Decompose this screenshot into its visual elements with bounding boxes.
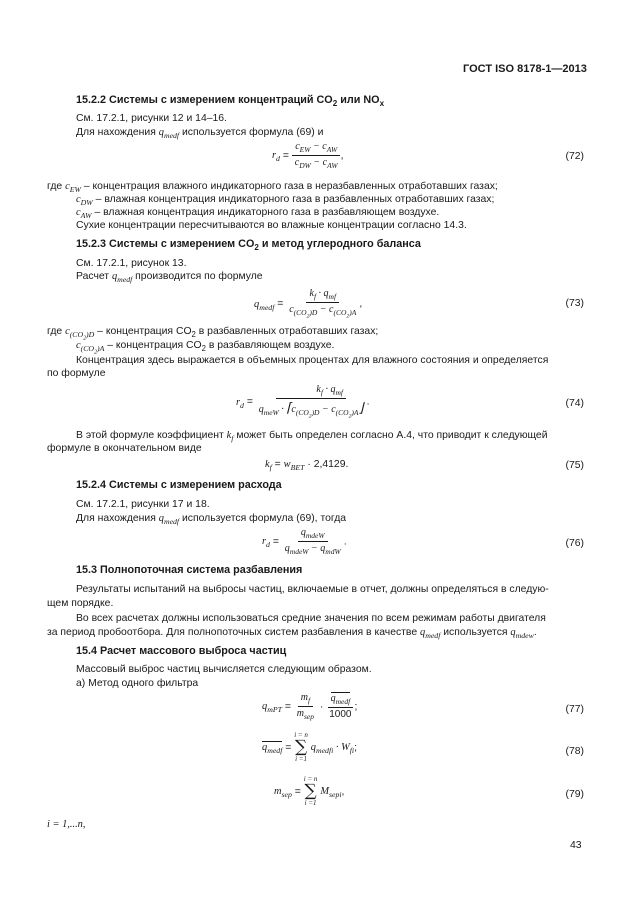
concentration-text-2: по формуле	[47, 368, 106, 379]
dry-conc-note: Сухие концентрации пересчитываются во влажные концентрации согласно 14.3.	[76, 220, 467, 231]
equation-number-75: (75)	[565, 460, 584, 471]
see-reference: См. 17.2.1, рисунок 13.	[76, 258, 187, 269]
page-number: 43	[570, 840, 582, 851]
definition-cco2d: где $c_{(CO_2)D}$ – концентрация $CO_2$ в разбавленных отработавших газах;	[47, 326, 379, 342]
see-reference: См. 17.2.1, рисунки 17 и 18.	[76, 499, 210, 510]
definition-cdw: $c_{DW}$ – влажная концентрация индикаторного газа в разбавленных отработавших газах;	[76, 194, 495, 208]
calc-text: Расчет $q_{medf}$ производится по формуле	[76, 271, 263, 285]
intro-text: Для нахождения $q_{medf}$ используется формула (69) и	[76, 127, 324, 141]
mass-emission-text: Массовый выброс частиц вычисляется следующим образом.	[76, 664, 372, 675]
results-text-2: щем порядке.	[47, 598, 114, 609]
equation-77: $q_{mPT}$ = $\frac{m_f}{m_{sep}}$ · $\frac{q_{medf}}{1000}$ ;	[262, 692, 358, 721]
equation-75: $k_f = w_{BET} \cdot 2,4129$.	[265, 459, 349, 473]
section-15-2-3-title: 15.2.3 Системы с измерением $CO_2$ и метод углеродного баланса	[76, 238, 421, 253]
intro-text: Для нахождения $q_{medf}$ используется формула (69), тогда	[76, 513, 347, 527]
equation-number-72: (72)	[565, 151, 584, 162]
equation-number-73: (73)	[565, 298, 584, 309]
results-text: Результаты испытаний на выбросы частиц, включаемые в отчет, должны определяться в следую-	[76, 584, 549, 595]
equation-74: $r_d$ = $\frac{k_f \cdot q_{mf}}{q_{meW} \cdot ⌈c_{(CO_2)D} - c_{(CO_2)A}⌋}$ .	[236, 384, 370, 420]
equation-79: $m_{sep}$ = i = n ∑ i =1 $M_{sepi}$,	[274, 775, 345, 807]
concentration-text: Концентрация здесь выражается в объемных процентах для влажного состояния и определяется	[76, 355, 549, 366]
index-range: i = 1,...n,	[47, 819, 86, 830]
equation-number-76: (76)	[565, 538, 584, 549]
equation-number-78: (78)	[565, 746, 584, 757]
definition-cew: где $c_{EW}$ – концентрация влажного индикаторного газа в неразбавленных отработавших газах;	[47, 181, 498, 195]
definition-caw: $c_{AW}$ – влажная концентрация индикаторного газа в разбавляющем воздухе.	[76, 207, 440, 221]
calc-note: Во всех расчетах должны использоваться средние значения по всем режимам работы двигателя	[76, 613, 546, 624]
equation-73: $q_{medf}$ = $\frac{k_f \cdot q_{mf}}{c_{(CO_2)D} - c_{(CO_2)A}}$ ,	[254, 288, 363, 320]
see-reference: См. 17.2.1, рисунки 12 и 14–16.	[76, 113, 227, 124]
equation-76: $r_d$ = $\frac{q_{mdeW}}{q_{mdeW} - q_{mdW}}$ .	[262, 527, 347, 556]
equation-72: $r_d$ = $\frac{c_{EW} - c_{AW}}{c_{DW} - c_{AW}}$ ,	[272, 141, 344, 170]
equation-number-77: (77)	[565, 704, 584, 715]
section-15-2-4-title: 15.2.4 Системы с измерением расхода	[76, 479, 282, 491]
equation-78: $q_{medf}$ = i = n ∑ i =1 $q_{medfi} \cdot W_{fi}$;	[262, 731, 357, 763]
equation-number-79: (79)	[565, 789, 584, 800]
section-15-2-2-title: 15.2.2 Системы с измерением концентраций $CO_2$ или $NO_x$	[76, 94, 385, 109]
kf-text: В этой формуле коэффициент $k_f$ может быть определен согласно А.4, что приводит к следующей	[76, 430, 548, 444]
section-15-3-title: 15.3 Полнопоточная система разбавления	[76, 564, 303, 576]
calc-note-2: за период пробоотбора. Для полнопоточных систем разбавления в качестве $q_{medf}$ используется $q_{mdew}$.	[47, 627, 537, 641]
document-code: ГОСТ ISO 8178-1—2013	[463, 63, 587, 75]
definition-cco2a: $c_{(CO_2)A}$ – концентрация $CO_2$ в разбавляющем воздухе.	[76, 340, 335, 356]
equation-number-74: (74)	[565, 398, 584, 409]
kf-text-2: формуле в окончательном виде	[47, 443, 202, 454]
section-15-4-title: 15.4 Расчет массового выброса частиц	[76, 645, 287, 657]
method-label: а) Метод одного фильтра	[76, 678, 199, 689]
